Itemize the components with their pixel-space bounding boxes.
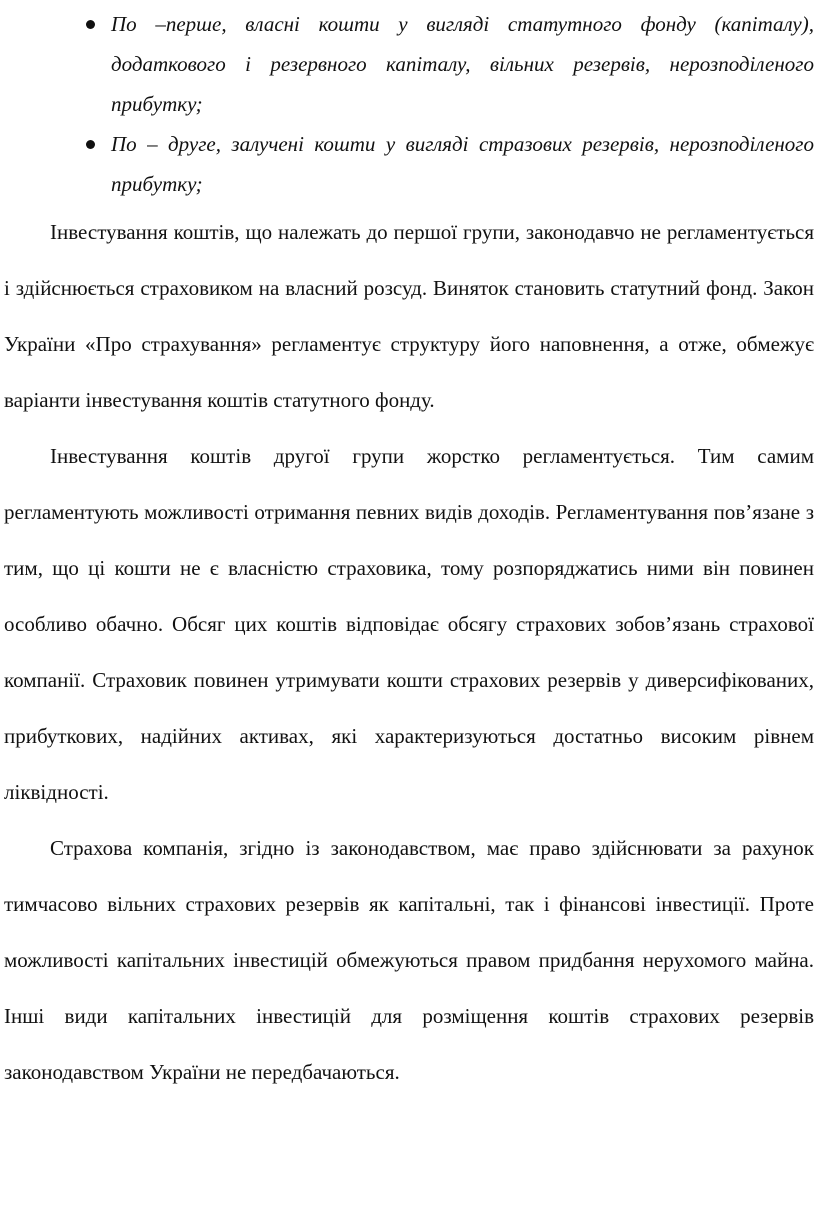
bullet-list (4, 4, 814, 204)
bullet-text: По –перше, власні кошти у вигляді статутного фонду (капіталу), додаткового і резервного капіталу, вільних резервів, нерозподіленого прибутку; (111, 12, 814, 116)
paragraph-first-group: Інвестування коштів, що належать до першої групи, законодавчо не регламентується і здійснюється страховиком на власний розсуд. Виняток становить статутний фонд. Закон України «Про страхування» регламентує структуру його наповнення, а отже, обмежує варіанти інвестування коштів статутного фонду. (4, 220, 814, 412)
bullet-dot-icon (86, 140, 95, 149)
bullet-text: По – друге, залучені кошти у вигляді стразових резервів, нерозподіленого прибутку; (111, 132, 814, 196)
paragraph-insurance-company: Страхова компанія, згідно із законодавством, має право здійснювати за рахунок тимчасово вільних страхових резервів як капітальні, так і фінансові інвестиції. Проте можливості капітальних інвестицій обмежуються правом придбання нерухомого майна. Інші види капітальних інвестицій для розміщення коштів страхових резервів законодавством України не передбачаються. (4, 836, 814, 1084)
bullet-item-own-funds (4, 4, 814, 124)
bullet-dot-icon (86, 20, 95, 29)
paragraph-second-group: Інвестування коштів другої групи жорстко регламентується. Тим самим регламентують можливості отримання певних видів доходів. Регламентування пов’язане з тим, що ці кошти не є власністю страховика, тому розпоряджатись ними він повинен особливо обачно. Обсяг цих коштів відповідає обсягу страхових зобов’язань страхової компанії. Страховик повинен утримувати кошти страхових резервів у диверсифікованих, прибуткових, надійних активах, які характеризуються достатньо високим рівнем ліквідності. (4, 444, 814, 804)
bullet-item-borrowed-funds (4, 124, 814, 204)
